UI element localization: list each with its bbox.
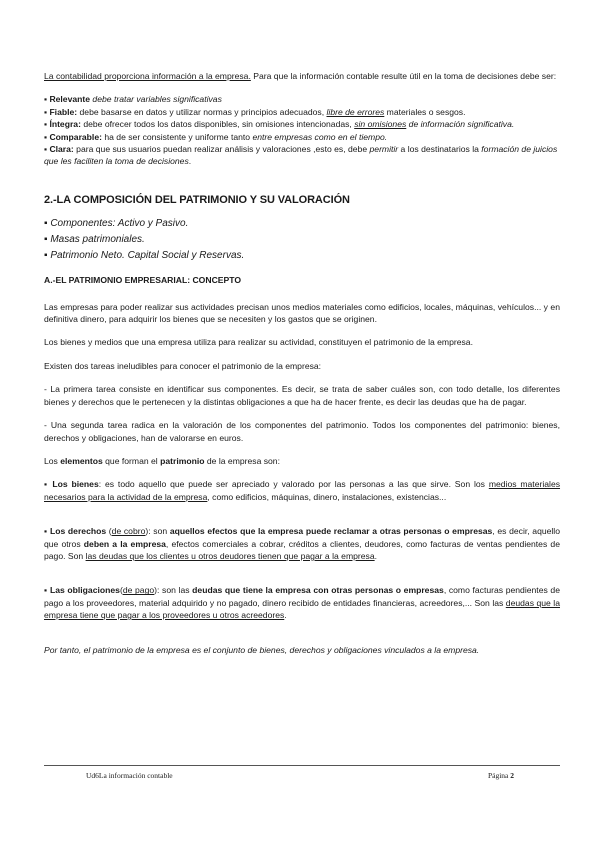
text-run: de la empresa son: [204,455,280,466]
page-number-value: 2 [510,771,514,780]
text-run: sin omisiones [354,119,407,130]
text-run: libre de errores [326,106,385,117]
text-run: debe ofrecer todos los datos disponibles, sin omisiones intencionadas, [80,119,355,130]
subsection-a-title: A.-EL PATRIMONIO EMPRESARIAL: CONCEPTO [44,275,242,286]
list-item: ▪ Patrimonio Neto. Capital Social y Reservas. [44,250,245,262]
text-run: deudas que la empresa tiene que pagar a los proveedores u otros acreedores [44,597,560,621]
conclusion-paragraph: Por tanto, el patrimonio de la empresa es el conjunto de bienes, derechos y obligaciones vinculados a la empresa. [44,644,480,655]
text-run: que forman el [102,455,161,466]
text-run: entre empresas como en el tiempo. [252,131,388,142]
bienes-paragraph [44,478,560,503]
text-run: deudas que tiene la empresa con otras personas o empresas [192,585,444,596]
text-run: aquellos efectos que la empresa puede reclamar a otras personas o empresas [169,526,493,537]
requirement-item [44,106,560,118]
text-run: Los bienes [52,479,99,490]
bullet: ▪ [44,94,50,105]
text-run: patrimonio [160,455,205,466]
section-2-title: 2.-LA COMPOSICIÓN DEL PATRIMONIO Y SU VALORACIÓN [44,193,350,206]
text-run: elementos [60,455,103,466]
text-run: deben a la empresa [83,538,166,549]
paragraph: Las empresas para poder realizar sus actividades precisan unos medios materiales como edificios, locales, máquinas, vehículos... y en definitiva dinero, para adquirir los bienes que se necesiten y los gastos que se originen. [44,301,560,325]
requirement-term: Fiable: [49,106,78,117]
obligaciones-paragraph [44,584,560,621]
text-run: debe basarse en datos y utilizar normas y principios adecuados, [77,106,327,117]
text-run: para que sus usuarios puedan realizar análisis y valoraciones ,esto es, debe [73,144,370,155]
text-run: ▪ [44,526,50,537]
footer-divider [44,765,560,766]
bullet: ▪ [44,119,50,130]
text-run: , efectos comerciales a cobrar, créditos a clientes, deudores, como facturas de ventas pendientes de pago. Son [44,538,560,561]
requirement-item [44,143,560,168]
page-label: Página [487,771,511,780]
requirement-term: Comparable: [49,131,102,142]
text-run: debe tratar variables significativas [90,94,222,105]
text-run: : es todo aquello que puede ser apreciado y valorado por las personas a las que sirve. Son los [98,479,489,490]
text-run: . [374,550,378,561]
page-number [488,771,514,780]
elements-intro [44,455,560,467]
text-run: ▪ [44,479,53,490]
footer-left: Ud6La información contable [86,771,173,780]
bullet: ▪ [44,131,50,142]
requirement-item [44,118,560,130]
text-run: medios materiales necesarios para la actividad de la empresa [44,479,561,502]
text-run: las deudas que los clientes u otros deudores tienen que pagar a la empresa [85,550,375,561]
text-run: , como edificios, máquinas, dinero, instalaciones, existencias... [207,491,447,502]
text-run: permitir [369,144,399,155]
text-run: ): son [145,526,170,537]
requirement-item [44,131,560,143]
intro-lead-underlined: La contabilidad proporciona información a la empresa. [44,71,251,81]
section-2-list [44,216,560,264]
list-item: ▪ Componentes: Activo y Pasivo. [44,218,189,230]
text-run: de pago [122,585,155,596]
intro-lead-rest: Para que la información contable resulte útil en la toma de decisiones debe ser: [250,71,557,81]
bullet: ▪ [44,106,50,117]
text-run: , es decir, aquello que otros [44,526,561,549]
text-run: ha de ser consistente y uniforme tanto [101,131,253,142]
text-run: de cobro [111,526,146,537]
requirement-term: Clara: [49,144,74,155]
paragraph: - La primera tarea consiste en identificar sus componentes. Es decir, se trata de saber cuáles son, con todo detalle, los diferentes bienes y derechos que le pertenecen y la distintas obligaciones a que ha de hacer frente, es decir las deudas que ha de pagar. [44,384,560,407]
text-run: , como facturas pendientes de pago a los proveedores, material adquirido y no pagado, dinero recibido de entidades financieras, acreedores,... Son las [44,585,560,608]
text-run: de información significativa. [406,119,515,130]
text-run: Los derechos [49,526,107,537]
text-run: ): son las [154,585,193,596]
paragraph: - Una segunda tarea radica en la valoración de los componentes del patrimonio. Todos los componentes del patrimonio: bienes, derechos y obligaciones, han de valorarse en euros. [44,420,560,443]
text-run: materiales o sesgos. [384,106,466,117]
text-run: ( [119,585,123,596]
derechos-paragraph [44,525,560,562]
intro-lead [44,70,560,82]
requirement-term: Relevante [49,94,91,105]
text-run: a los destinatarios la [398,144,482,155]
text-run: . [188,156,192,167]
page-footer [86,771,514,780]
requirement-item [44,93,560,105]
requirement-term: Íntegra: [49,119,81,130]
document-page [44,70,560,656]
paragraph: Existen dos tareas ineludibles para conocer el patrimonio de la empresa: [44,360,322,371]
text-run: Las obligaciones [49,585,120,596]
text-run: Los [44,455,61,466]
text-run: ( [106,526,112,537]
list-item: ▪ Masas patrimoniales. [44,234,145,246]
text-run: formación de juicios que les faciliten la toma de decisiones [44,144,558,167]
paragraph: Los bienes y medios que una empresa utiliza para realizar su actividad, constituyen el patrimonio de la empresa. [44,337,473,348]
text-run: . [284,610,287,621]
requirements-list [44,93,560,167]
bullet: ▪ [44,144,50,155]
text-run: ▪ [44,585,50,596]
